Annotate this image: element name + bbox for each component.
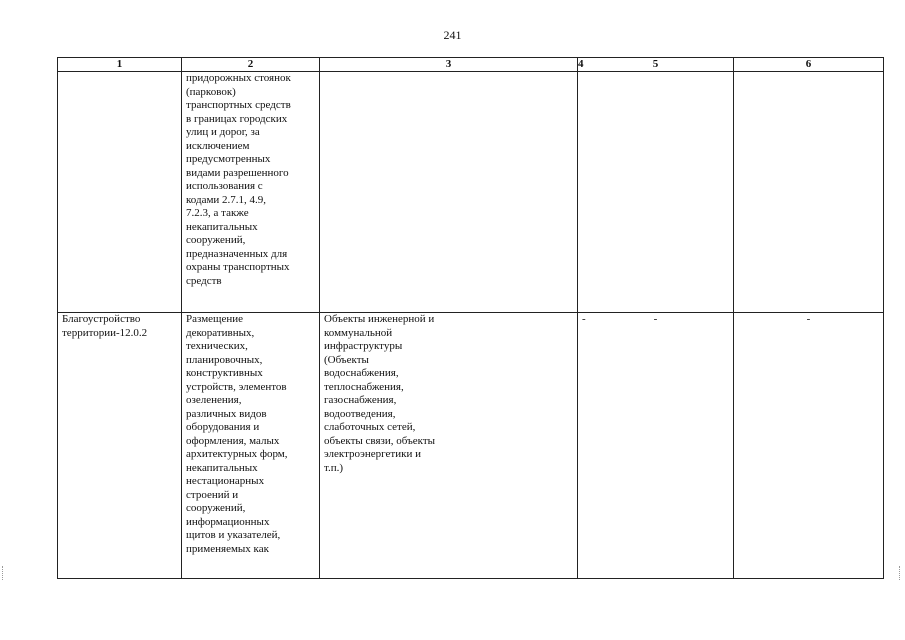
cell-auxiliary-uses: [320, 72, 578, 313]
cell-text-line: конструктивных: [186, 367, 263, 379]
cell-text-line: (Объекты: [324, 353, 369, 366]
cell-text-line: предусмотренных: [186, 153, 271, 165]
cell-auxiliary-uses: [320, 313, 578, 579]
column-header-5: 5: [578, 58, 734, 72]
cell-text-line: устройств, элементов: [186, 380, 287, 393]
cell-text-line: охраны транспортных: [186, 261, 290, 273]
cell-text-line: придорожных стоянок: [186, 72, 291, 84]
cell-col5: [578, 72, 734, 313]
cell-text-line: электроэнергетики и: [324, 448, 421, 460]
cell-text-line: строений и: [186, 488, 239, 501]
cell-text-line: планировочных,: [186, 353, 263, 366]
cell-text-line: технических,: [186, 340, 248, 352]
cell-text-line: 7.2.3, а также: [186, 207, 249, 219]
cell-text-line: т.п.): [324, 461, 344, 474]
cell-allowed-use-name: [58, 313, 182, 579]
cell-text-line: улиц и дорог, за: [186, 126, 260, 138]
cell-text-line: некапитальных: [186, 220, 258, 233]
cell-text-line: различных видов: [186, 407, 267, 420]
cell-text-line: слаботочных сетей,: [324, 421, 416, 433]
left-scan-mark: [2, 566, 6, 580]
page-number: 241: [443, 28, 462, 42]
cell-text-line: некапитальных: [186, 461, 258, 474]
cell-text-line: Размещение: [186, 313, 244, 325]
cell-col5: -: [578, 313, 734, 579]
cell-text-line: декоративных,: [186, 326, 255, 339]
cell-text-line: средств: [186, 274, 222, 287]
cell-text-line: нестационарных: [186, 475, 265, 487]
cell-allowed-use-name: [58, 72, 182, 313]
cell-text-line: видами разрешенного: [186, 166, 289, 179]
cell-text-line: исключением: [186, 139, 250, 152]
column-header-1: 1: [58, 58, 182, 72]
cell-text-line: использования с: [186, 180, 263, 192]
right-scan-mark: [899, 566, 903, 580]
cell-text-line: оформления, малых: [186, 434, 280, 447]
cell-text-line: водоснабжения,: [324, 367, 399, 379]
cell-text-line: объекты связи, объекты: [324, 434, 436, 447]
cell-text-line: территории-12.0.2: [62, 326, 148, 339]
cell-text-line: (парковок): [186, 85, 236, 98]
cell-text-line: газоснабжения,: [324, 394, 397, 406]
table-row: Благоустройство территории-12.0.2 Размещение декоративных, технических, планировочных, конструктивных устройств, элементов озеленения, различных видов оборудования и оформления, малых архитектурных форм, некапитальных нестационарных строений и сооружений, информационных щитов и указателей, применяемых как Объекты инженерной и коммунальной инфраструктуры (Объекты водоснабжения, теплоснабжения, газоснабжения, водоотведения, слаботочных сетей, объекты связи, объекты электроэнергетики и т.п.) - - -: [58, 313, 884, 579]
cell-text-line: инфраструктуры: [324, 340, 403, 352]
cell-col6: -: [734, 313, 884, 579]
cell-text-line: информационных: [186, 515, 270, 528]
zoning-table: [57, 57, 884, 579]
cell-text-line: транспортных средств: [186, 99, 291, 111]
table-row: [58, 72, 884, 313]
cell-text-line: предназначенных для: [186, 247, 288, 260]
column-header-3: 3: [320, 58, 578, 72]
cell-text-line: в границах городских: [186, 112, 288, 125]
cell-use-description: [182, 313, 320, 579]
cell-text-line: сооружений,: [186, 502, 246, 514]
cell-text-line: коммунальной: [324, 326, 393, 339]
cell-text-line: водоотведения,: [324, 407, 396, 420]
cell-text-line: оборудования и: [186, 421, 260, 433]
cell-use-description: [182, 72, 320, 313]
cell-text-line: Благоустройство: [62, 313, 141, 325]
cell-text-line: озеленения,: [186, 394, 242, 406]
column-header-2: 2: [182, 58, 320, 72]
cell-text-line: теплоснабжения,: [324, 380, 404, 393]
cell-text-line: архитектурных форм,: [186, 448, 288, 460]
cell-text-line: кодами 2.7.1, 4.9,: [186, 193, 267, 206]
cell-text-line: щитов и указателей,: [186, 529, 281, 541]
column-header-6: 6: [734, 58, 884, 72]
cell-text-line: Объекты инженерной и: [324, 313, 435, 325]
cell-text-line: применяемых как: [186, 542, 269, 555]
cell-text-line: сооружений,: [186, 234, 246, 246]
cell-col6: [734, 72, 884, 313]
table-header-row: 1 2 3 4 5 6: [58, 58, 884, 72]
